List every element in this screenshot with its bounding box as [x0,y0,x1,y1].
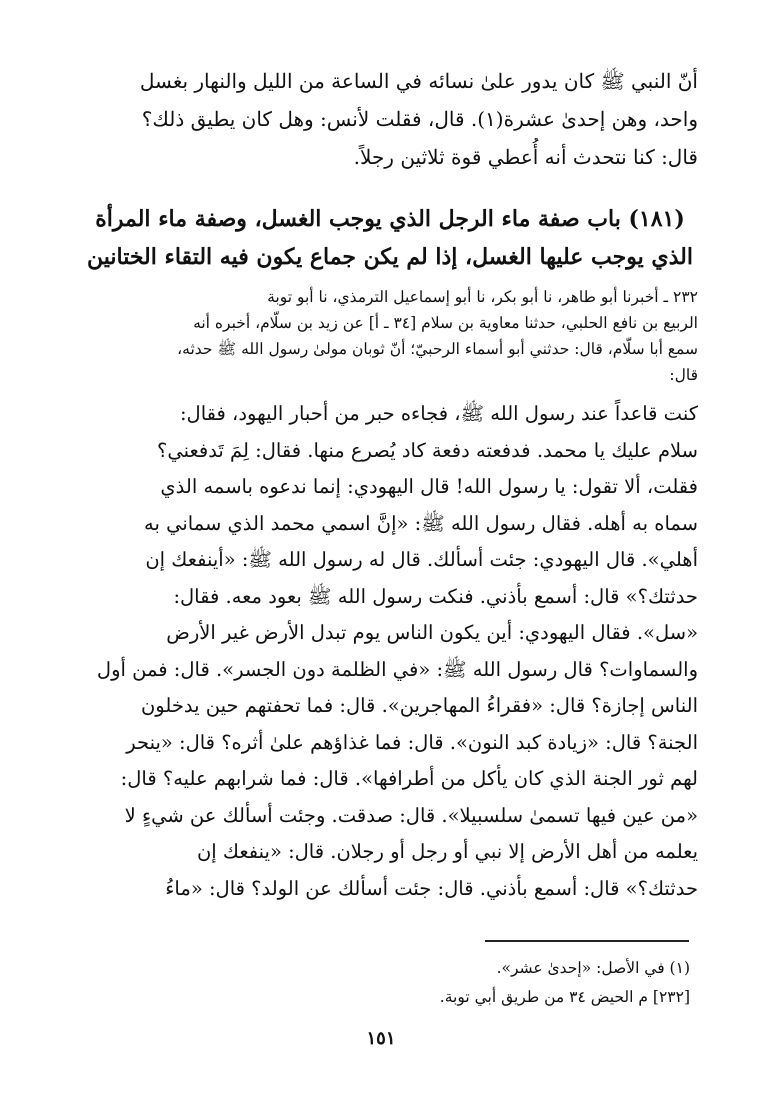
text-line: سماه به أهله. فقال رسول الله ﷺ: «إنَّ اسمي محمد الذي سماني به [144,511,698,535]
hadith-matn [82,396,698,907]
text-line: الجنة؟ قال: «زيادة كبد النون». قال: فما غذاؤهم علىٰ أثره؟ قال: «ينحر [126,730,698,754]
isnad-line: قال: [669,366,698,384]
text-line: يعلمه من أهل الأرض إلا نبي أو رجل أو رجلان. قال: «ينفعك إن [196,840,698,863]
text-line: لهم ثور الجنة الذي كان يأكل من أطرافها». قال: فما شرابهم عليه؟ قال: [120,767,698,790]
footnote-1: (١) في الأصل: «إحدىٰ عشر». [496,959,690,977]
text-line: «سل». فقال اليهودي: أين يكون الناس يوم تبدل الأرض غير الأرض [166,621,698,644]
footnote-divider [485,940,689,942]
text-line: كنت قاعداً عند رسول الله ﷺ، فجاءه حبر من أحبار اليهود، فقال: [179,402,698,425]
text-line: الناس إجازة؟ قال: «فقراءُ المهاجرين». قال: فما تحفتهم حين يدخلون [140,694,698,717]
text-line: والسماوات؟ قال رسول الله ﷺ: «في الظلمة دون الجسر». قال: فمن أول [96,657,698,681]
hadith-text-continued [82,62,698,176]
chapter-heading [82,200,698,276]
heading-line: الذي يوجب عليها الغسل، إذا لم يكن جماع يكون فيه التقاء الختانين [86,244,693,270]
isnad-line: الربيع بن نافع الحلبي، حدثنا معاوية بن سلام [٣٤ ـ أ] عن زيد بن سلّام، أخبره أنه [193,314,698,332]
footnote-source: [٢٣٢] م الحيض ٣٤ من طريق أبي توبة. [439,988,690,1006]
text-line: سلام عليك يا محمد. فدفعته دفعة كاد يُصرع منها. فقال: لِمَ تَدفعني؟ [156,438,698,462]
isnad-line: ٢٣٢ ـ أخبرنا أبو طاهر، نا أبو بكر، نا أبو إسماعيل الترمذي، نا أبو توبة [267,288,698,306]
text-line: «من عين فيها تسمىٰ سلسبيلا». قال: صدقت. وجئت أسألك عن شيءٍ لا [124,803,698,827]
text-line: أنّ النبي ﷺ كان يدور علىٰ نسائه في الساعة من الليل والنهار بغسل [139,69,698,93]
text-line: حدثتك؟» قال: أسمع بأذني. فنكت رسول الله ﷺ بعود معه. فقال: [173,584,698,608]
isnad-line: سمع أبا سلّام، قال: حدثني أبو أسماء الرحبيّ؛ أنّ ثوبان مولىٰ رسول الله ﷺ حدثه، [177,340,698,358]
text-line: حدثتك؟» قال: أسمع بأذني. قال: جئت أسألك عن الولد؟ قال: «ماءُ [165,876,698,900]
text-line: واحد، وهن إحدىٰ عشرة(١). قال، فقلت لأنس: وهل كان يطيق ذلك؟ [141,107,698,131]
page-number: ١٥١ [366,1028,396,1049]
text-line: فقلت، ألا تقول: يا رسول الله! قال اليهودي: إنما ندعوه باسمه الذي [160,475,698,498]
heading-line: (١٨١) باب صفة ماء الرجل الذي يوجب الغسل، وصفة ماء المرأة [95,206,685,232]
text-line: أهلي». قال اليهودي: جئت أسألك. قال له رسول الله ﷺ: «أينفعك إن [145,548,698,571]
text-line: قال: كنا نتحدث أنه أُعطي قوة ثلاثين رجلاً. [353,145,698,169]
isnad-chain [82,284,698,388]
